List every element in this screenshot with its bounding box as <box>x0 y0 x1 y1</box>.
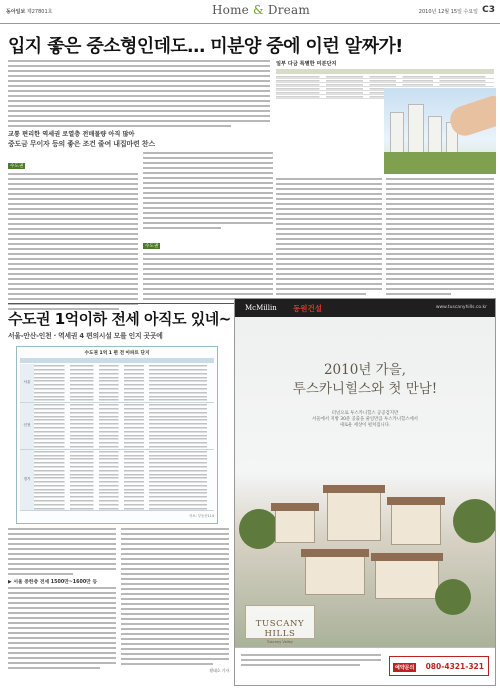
ad-headline: 2010년 가을, 투스카니힐스와 첫 만남! <box>292 362 438 397</box>
masthead <box>0 0 500 24</box>
tuscany-hills-logo: TUSCANY HILLS Tuscany Valley <box>245 605 315 639</box>
article1-column-2 <box>143 152 273 303</box>
jeonse-table <box>16 346 218 524</box>
article1-subhead: 교통 편리한 역세권 로열층 전매물량 아직 많아 <box>8 131 135 138</box>
article1-lede <box>8 60 270 130</box>
article2-column-2 <box>121 528 229 674</box>
reservation-contact[interactable] <box>389 656 489 676</box>
dongwon-logo: 동원건설 <box>293 304 322 313</box>
tuscany-hills-ad[interactable] <box>234 298 496 686</box>
table-group-label: 경기 <box>20 450 34 511</box>
article2-column-1 <box>8 528 116 672</box>
table-header <box>20 358 214 363</box>
reservation-label: 예약문의 <box>395 665 415 671</box>
page-number: C3 <box>482 5 495 15</box>
table-group-label: 서울 <box>20 364 34 402</box>
article1-column-4 <box>386 178 494 298</box>
reservation-number[interactable]: 080-4321-321 <box>425 662 484 671</box>
article2-subhead: 서울-안산-인천 · 역세권 4 편의시설 모를 인지 곳곳에 <box>8 332 163 340</box>
article1-column-3 <box>276 178 382 298</box>
article1-headline: 입지 좋은 중소형인데도… 미분양 중에 이런 알짜가! <box>8 36 403 57</box>
issue-date: 2010년 12월 15일 수요일 <box>418 9 478 15</box>
article2-headline: 수도권 1억이하 전세 아직도 있네~ <box>8 310 231 328</box>
section-title: Home & Dream <box>212 3 310 17</box>
byline: 황태호 기자 <box>209 668 229 673</box>
mcmillin-logo: McMillin <box>245 304 277 312</box>
region-tag-2: 수도권 <box>145 244 159 249</box>
table-title: 수도권 1억 1 편 전 아파트 단지 <box>84 351 150 356</box>
table-title: 일부 다금 특별한 미분단지 <box>276 61 337 67</box>
article1-subhead-2: 중도금 무이자 등의 좋은 조건 줄여 내집마련 찬스 <box>8 140 155 148</box>
newspaper-name: 동아일보 제27801호 <box>6 9 53 15</box>
table-group-label: 인천 <box>20 403 34 449</box>
table-group-seoul <box>20 364 214 403</box>
ad-url[interactable]: www.tuscanyhills.co.kr <box>435 305 487 310</box>
ad-brand-bar <box>235 299 495 317</box>
article1-column-1 <box>8 152 138 313</box>
table-group-incheon <box>20 403 214 450</box>
apartment-photo <box>384 88 496 174</box>
article2-bold-sub: ▶ 서울 중한층 전세 1500만~1600만 등 <box>8 580 98 585</box>
table-group-gyeonggi <box>20 450 214 512</box>
ad-footer <box>235 647 495 685</box>
region-tag: 수도권 <box>10 164 24 169</box>
table-header <box>276 69 494 74</box>
table-source: 자료: 부동산114 <box>188 514 214 519</box>
ad-subcopy: 터널으로 투스카니힐스 공공검지만 서울에서 지방 30분 공출을 줄일만큼 투스카니힐스에서 새로운 세상이 펼쳐집니다. <box>312 411 418 428</box>
ad-footer-text <box>241 654 381 669</box>
